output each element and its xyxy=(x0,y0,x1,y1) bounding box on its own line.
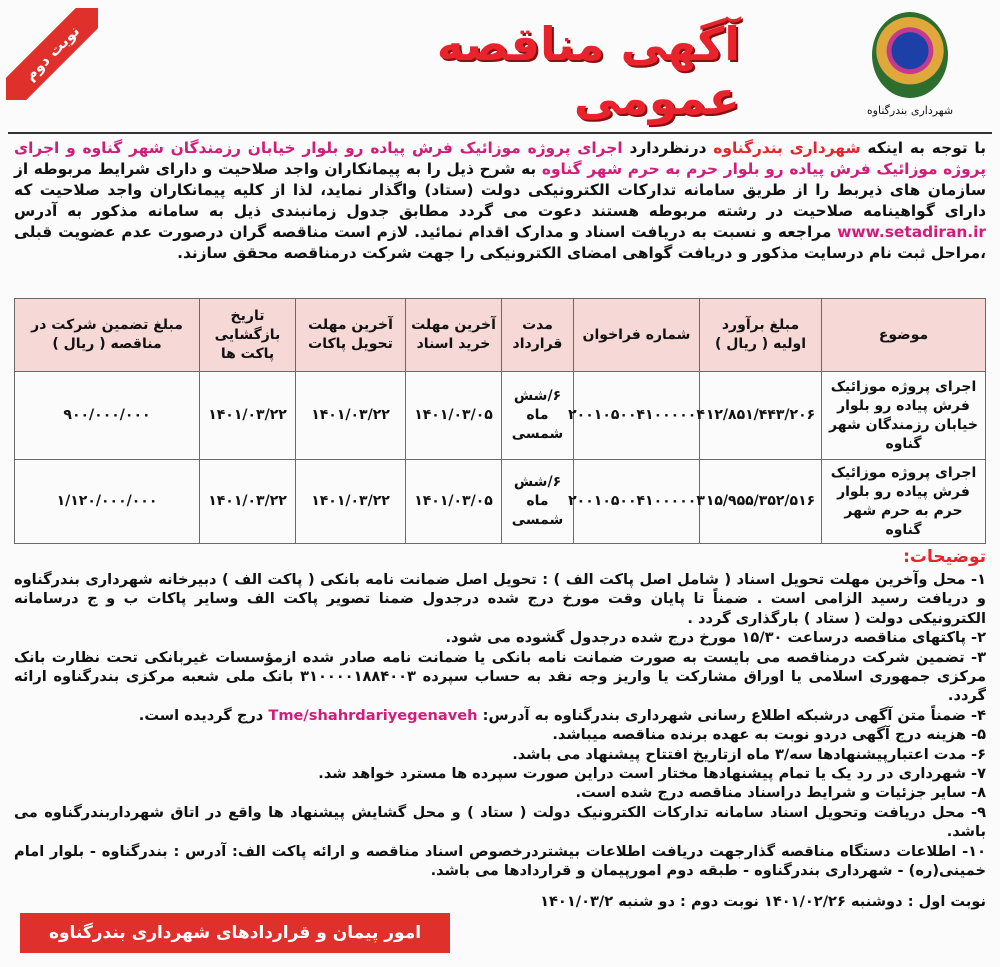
badge-label: نوبت دوم xyxy=(6,8,98,100)
intro-organization: شهرداری بندرگناوه xyxy=(713,139,861,157)
note-1: ۱- محل وآخرین مهلت تحویل اسناد ( شامل اصل پاکت الف ) : تحویل اصل ضمانت نامه بانکی ( پاکت الف ) دبیرخانه شهرداری بندرگناوه و دریافت رسید الزامی است . ضمناً تا پایان وقت مورخ درج شده درجدول ضمنا تصویر پاکت الف وسایر پاکات ب و ج درسامانه الکترونیکی دولت ( ستاد ) بارگذاری گردد . xyxy=(14,571,986,627)
header xyxy=(0,0,1000,130)
row-guarantee: ۱/۱۲۰/۰۰۰/۰۰۰ xyxy=(56,493,158,509)
row-duration: ۶/شش ماه شمسی xyxy=(501,460,573,543)
intro-paragraph xyxy=(14,138,986,290)
header-duration: مدت قرارداد xyxy=(501,299,573,371)
row-delivery-deadline: ۱۴۰۱/۰۳/۲۲ xyxy=(295,372,405,459)
municipality-emblem-icon xyxy=(872,12,948,98)
note-9: ۹- محل دریافت وتحویل اسناد سامانه تدارکات الکترونیک دولت ( ستاد ) و محل گشایش پیشنهاد ها واقع در اتاق شهرداربندرگناوه می باشد. xyxy=(14,803,986,841)
intro-text-3: به شرح ذیل را به پیمانکاران واجد صلاحیت و دارای شرایط مربوطه از سازمان های ذیربط را از طریق سامانه تدارکات الکترونیکی دولت (ستاد) واگذار نماید، لذا از کلیه پیمانکاران واجد صلاحیت که دارای گواهینامه صلاحیت در رشته مربوطه هستند دعوت می گردد مطابق جدول زمانبندی ذیل به سامانه مذکور به آدرس xyxy=(14,160,986,220)
row-opening-date: ۱۴۰۱/۰۳/۲۲ xyxy=(199,460,295,543)
intro-website-link[interactable]: www.setadiran.ir xyxy=(837,223,987,241)
intro-text-1: با توجه به اینکه xyxy=(867,139,986,157)
header-delivery-deadline: آخرین مهلت تحویل پاکات xyxy=(295,299,405,371)
note-10: ۱۰- اطلاعات دستگاه مناقصه گذارجهت دریافت اطلاعات بیشتردرخصوص اسناد مناقصه و ارائه پاکت الف: آدرس : بندرگناوه - بلوار امام خمینی(ره) - شهرداری بندرگناوه - طبقه دوم امورپیمان و قراردادها می باشد. xyxy=(14,842,986,880)
note-6: ۶- مدت اعتبارپیشنهادها سه/۳ ماه ازتاریخ افتتاح پیشنهاد می باشد. xyxy=(512,745,986,763)
footer-banner: امور پیمان و قراردادهای شهرداری بندرگناوه xyxy=(20,913,450,953)
notes-list xyxy=(14,570,986,881)
note-4 xyxy=(14,706,986,725)
row-call-number: ۲۰۰۱۰۵۰۰۴۱۰۰۰۰۰۳ xyxy=(573,460,699,543)
row-delivery-deadline: ۱۴۰۱/۰۳/۲۲ xyxy=(295,460,405,543)
note-4-text-end: درج گردیده است. xyxy=(138,706,264,724)
publication-dates: نوبت اول : دوشنبه ۱۴۰۱/۰۲/۲۶ نوبت دوم : دو شنبه ۱۴۰۱/۰۳/۲ xyxy=(540,893,986,910)
page-title: آگهی مناقصه عمومی xyxy=(436,17,740,125)
row-estimate: ۱۵/۹۵۵/۳۵۲/۵۱۶ xyxy=(699,460,821,543)
tender-table xyxy=(14,298,986,544)
note-2: ۲- پاکتهای مناقصه درساعت ۱۵/۳۰ مورخ درج شده درجدول گشوده می شود. xyxy=(445,629,986,647)
row-purchase-deadline: ۱۴۰۱/۰۳/۰۵ xyxy=(405,372,501,459)
header-divider xyxy=(8,132,992,134)
note-7: ۷- شهرداری در رد یک یا تمام پیشنهادها مختار است دراین صورت سپرده ها مسترد خواهد شد. xyxy=(318,765,986,783)
intro-text-4: مراجعه و نسبت به دریافت اسناد و مدارک اقدام نمائید. لازم است مناقصه گران درصورت عدم عضویت قبلی ،مراحل ثبت نام درسایت مذکور و دریافت گواهی امضای الکترونیکی را جهت شرکت درمناقصه محقق سازند. xyxy=(14,223,986,262)
header-guarantee: مبلغ تضمین شرکت در مناقصه ( ریال ) xyxy=(31,317,183,352)
note-4-text: ۴- ضمناً متن آگهی درشبکه اطلاع رسانی شهرداری بندرگناوه به آدرس: xyxy=(482,706,986,724)
municipality-logo xyxy=(850,8,970,126)
row-subject: اجرای پروژه موزائیک فرش پیاده رو بلوار خیابان رزمندگان شهر گناوه xyxy=(821,372,985,459)
note-4-channel-link[interactable]: Tme/shahrdariyegenaveh xyxy=(268,706,478,724)
logo-caption: شهرداری بندرگناوه xyxy=(866,104,954,117)
header-subject: موضوع xyxy=(821,299,985,371)
table-row xyxy=(15,371,985,459)
row-subject: اجرای پروژه موزائیک فرش پیاده رو بلوار حرم به حرم شهر گناوه xyxy=(821,460,985,543)
table-header-row xyxy=(15,299,985,371)
header-purchase-deadline: آخرین مهلت خرید اسناد xyxy=(405,299,501,371)
table-row xyxy=(15,459,985,543)
row-call-number: ۲۰۰۱۰۵۰۰۴۱۰۰۰۰۰۴ xyxy=(573,372,699,459)
intro-project: اجرای پروژه موزائیک فرش پیاده رو بلوار خیابان رزمندگان شهر گناوه و اجرای پروژه موزائیک فرش پیاده رو بلوار حرم به حرم شهر گناوه xyxy=(14,139,987,178)
row-duration: ۶/شش ماه شمسی xyxy=(501,372,573,459)
second-round-badge xyxy=(6,8,98,100)
note-3: ۳- تضمین شرکت درمناقصه می بایست به صورت ضمانت نامه بانکی یا ضمانت نامه صادر شده ازمؤسسات غیربانکی تحت نظارت بانک مرکزی جمهوری اسلامی یا اوراق مشارکت یا واریز وجه نقد به حساب سپرده ۳۱۰۰۰۰۱۸۸۴۰۰۳ بانک ملی شعبه مرکزی بندرگناوه ارائه گردد. xyxy=(14,648,986,705)
row-estimate: ۱۲/۸۵۱/۴۴۳/۲۰۶ xyxy=(699,372,821,459)
row-opening-date: ۱۴۰۱/۰۳/۲۲ xyxy=(199,372,295,459)
header-estimate: مبلغ برآورد اولیه ( ریال ) xyxy=(699,299,821,371)
row-guarantee: ۹۰۰/۰۰۰/۰۰۰ xyxy=(63,407,151,423)
row-purchase-deadline: ۱۴۰۱/۰۳/۰۵ xyxy=(405,460,501,543)
note-5: ۵- هزینه درج آگهی دردو نوبت به عهده برنده مناقصه میباشد. xyxy=(552,726,986,744)
header-opening-date: تاریخ بازگشایی پاکت ها xyxy=(199,299,295,371)
note-8: ۸- سایر جزئیات و شرایط دراسناد مناقصه درج شده است. xyxy=(575,784,986,802)
notes-title: توضیحات: xyxy=(903,547,986,567)
header-call-number: شماره فراخوان xyxy=(573,299,699,371)
intro-text-2: درنظردارد xyxy=(629,139,707,157)
